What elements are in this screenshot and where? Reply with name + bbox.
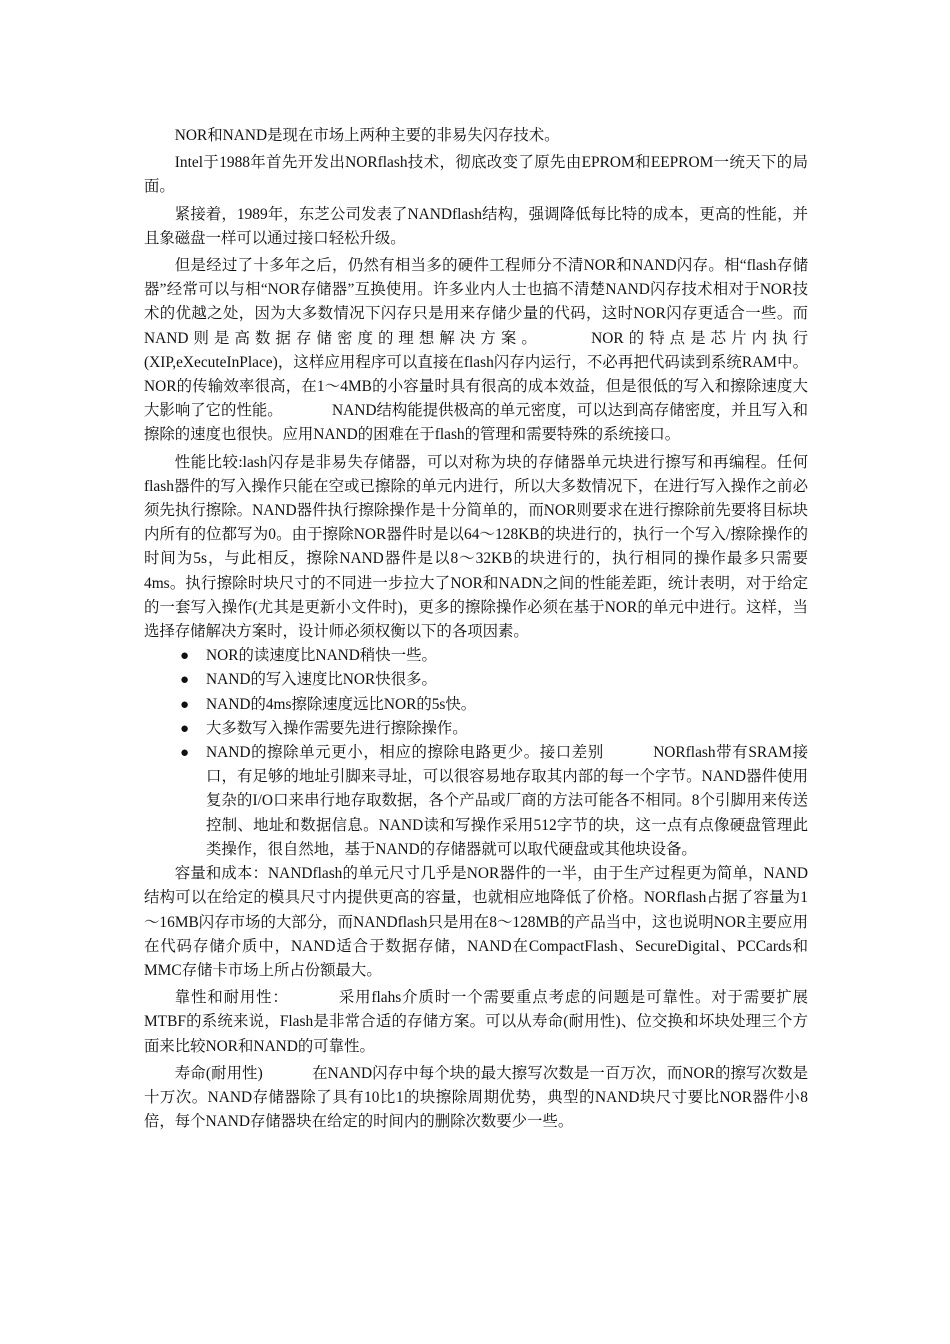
paragraph-intel-history: Intel于1988年首先开发出NORflash技术，彻底改变了原先由EPROM和EEPROM一统天下的局面。 [144,154,808,196]
paragraph-nor-vs-nand-confusion [144,254,808,448]
list-item-text: NAND的写入速度比NOR快很多。 [206,671,437,689]
lifespan-text: 在NAND闪存中每个块的最大擦写次数是一百万次，而NOR的擦写次数是十万次。NAND存储器除了具有10比1的块擦除周期优势，典型的NAND块尺寸要比NOR器件小8倍，每个NAND存储器块在给定的时间内的删除次数要少一些。 [144,1064,808,1131]
list-item [180,693,808,717]
paragraph-intro: NOR和NAND是现在市场上两种主要的非易失闪存技术。 [174,127,560,144]
paragraph-toshiba-nand: 紧接着，1989年，东芝公司发表了NANDflash结构，强调降低每比特的成本，更高的性能，并且象磁盘一样可以通过接口轻松升级。 [144,205,808,247]
reliability-text: 采用flahs介质时一个需要重点考虑的问题是可靠性。对于需要扩展MTBF的系统来说，Flash是非常合适的存储方案。可以从寿命(耐用性)、位交换和坏块处理三个方面来比较NOR和NAND的可靠性。 [144,989,808,1055]
reliability-heading: 靠性和耐用性： [174,989,289,1007]
text-confusion: 但是经过了十多年之后，仍然有相当多的硬件工程师分不清NOR和NAND闪存。相“flash存储器”经常可以与相“NOR存储器”互换使用。许多业内人士也搞不清楚NAND闪存技术相对于NOR技术的优越之处，因为大多数情况下闪存只是用来存储少量的代码，这时NOR闪存更适合一些。而NAND则是高数据存储密度的理想解决方案。 [144,257,808,347]
list-item [180,644,808,668]
list-item-text: NAND的擦除单元更小，相应的擦除电路更少。接口差别 [206,744,604,762]
list-item-text: 大多数写入操作需要先进行擦除操作。 [206,719,468,737]
list-item [180,741,808,862]
list-item-text-interface: NORflash带有SRAM接口，有足够的地址引脚来寻址，可以很容易地存取其内部的每一个字节。NAND器件使用复杂的I/O口来串行地存取数据，各个产品或厂商的方法可能各不相同。8个引脚用来传送控制、地址和数据信息。NAND读和写操作采用512字节的块，这一点有点像硬盘管理此类操作，很自然地，基于NAND的存储器就可以取代硬盘或其他块设备。 [206,744,808,858]
paragraph-reliability [144,986,808,1059]
factor-list [144,644,808,862]
bullet-icon: ● [180,648,190,665]
paragraph-lifespan [144,1062,808,1135]
bullet-icon: ● [180,745,190,762]
list-item [180,717,808,741]
paragraph-capacity-cost: 容量和成本：NANDflash的单元尺寸几乎是NOR器件的一半，由于生产过程更为简单，NAND结构可以在给定的模具尺寸内提供更高的容量，也就相应地降低了价格。NORflash占据了容量为1～16MB闪存市场的大部分，而NANDflash只是用在8～128MB的产品当中，这也说明NOR主要应用在代码存储介质中，NAND适合于数据存储，NAND在CompactFlash、SecureDigital、PCCards和MMC存储卡市场上所占份额最大。 [144,865,808,979]
bullet-icon: ● [180,696,190,713]
list-item-text: NOR的读速度比NAND稍快一些。 [206,647,437,665]
document-body [144,124,808,1134]
text-nand-features: NAND结构能提供极高的单元密度，可以达到高存储密度，并且写入和擦除的速度也很快。应用NAND的困难在于flash的管理和需要特殊的系统接口。 [144,402,808,444]
lifespan-heading: 寿命(耐用性) [174,1064,263,1082]
text-nor-features: NOR的特点是芯片内执行(XIP,eXecuteInPlace)，这样应用程序可以直接在flash闪存内运行，不必再把代码读到系统RAM中。NOR的传输效率很高，在1～4MB的小容量时具有很高的成本效益，但是很低的写入和擦除速度大大影响了它的性能。 [144,329,808,420]
list-item [180,668,808,692]
list-item-text: NAND的4ms擦除速度远比NOR的5s快。 [206,695,477,713]
bullet-icon: ● [180,672,190,689]
bullet-icon: ● [180,720,190,737]
paragraph-performance-comparison: 性能比较:lash闪存是非易失存储器，可以对称为块的存储器单元块进行擦写和再编程。任何flash器件的写入操作只能在空或已擦除的单元内进行，所以大多数情况下，在进行写入操作之前必须先执行擦除。NAND器件执行擦除操作是十分简单的，而NOR则要求在进行擦除前先要将目标块内所有的位都写为0。由于擦除NOR器件时是以64～128KB的块进行的，执行一个写入/擦除操作的时间为5s，与此相反，擦除NAND器件是以8～32KB的块进行的，执行相同的操作最多只需要4ms。执行擦除时块尺寸的不同进一步拉大了NOR和NADN之间的性能差距，统计表明，对于给定的一套写入操作(尤其是更新小文件时)，更多的擦除操作必须在基于NOR的单元中进行。这样，当选择存储解决方案时，设计师必须权衡以下的各项因素。 [144,453,808,641]
